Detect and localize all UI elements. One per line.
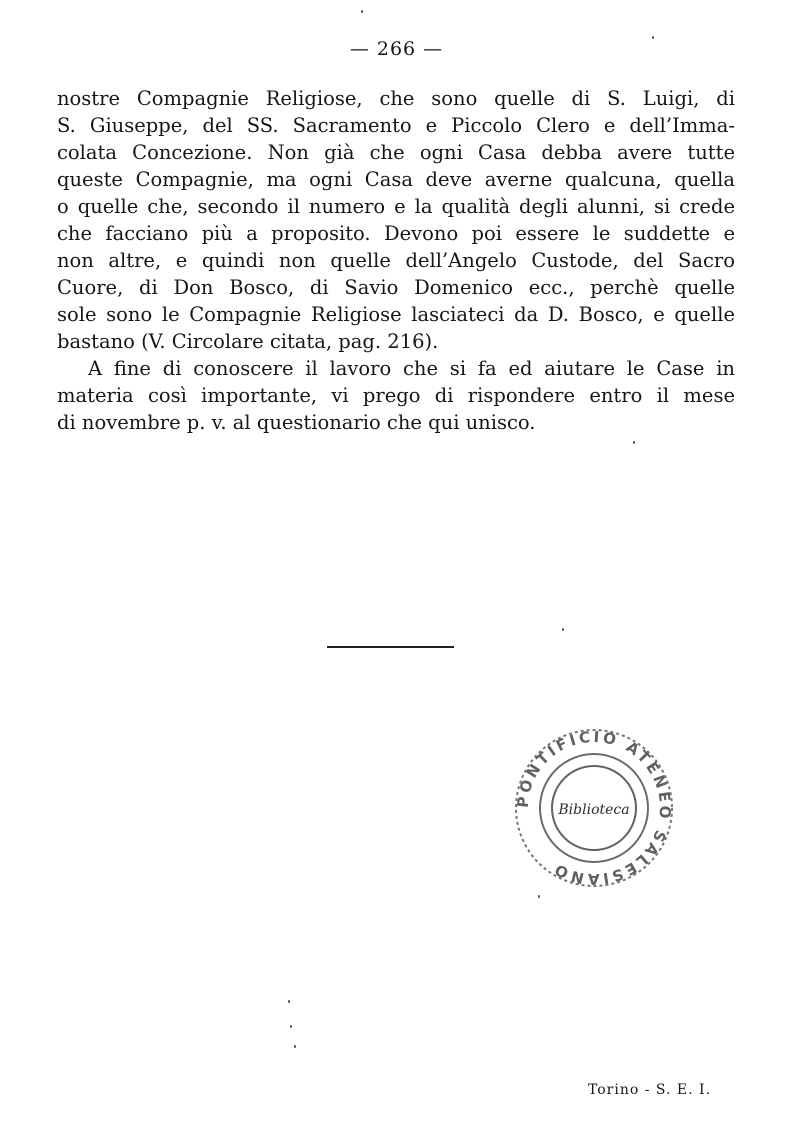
text-line: materia così importante, vi prego di rispondere entro il mese [57,384,735,407]
library-stamp [508,728,680,888]
text-line: non altre, e quindi non quelle dell’Angelo Custode, del Sacro [57,249,735,272]
text-line: o quelle che, secondo il numero e la qualità degli alunni, si crede [57,195,735,218]
printer-imprint: Torino - S. E. I. [588,1082,712,1098]
text-line: A fine di conoscere il lavoro che si fa ed aiutare le Case in [88,357,735,380]
stamp-center-text: Biblioteca [558,802,630,818]
text-line: che facciano più a proposito. Devono poi essere le suddette e [57,222,735,245]
page-number: — 266 — [349,38,444,60]
text-line: bastano (V. Circolare citata, pag. 216). [57,330,439,353]
stamp-outer-text: PONTIFICIO ATENEO SALESIANO [513,728,675,888]
text-line: nostre Compagnie Religiose, che sono quelle di S. Luigi, di [57,87,735,110]
section-divider [327,646,454,648]
text-line: Cuore, di Don Bosco, di Savio Domenico ecc., perchè quelle [57,276,735,299]
text-line: S. Giuseppe, del SS. Sacramento e Piccolo Clero e dell’Imma- [57,114,735,137]
text-line: queste Compagnie, ma ogni Casa deve averne qualcuna, quella [57,168,735,191]
text-line: sole sono le Compagnie Religiose lasciateci da D. Bosco, e quelle [57,303,735,326]
text-line: di novembre p. v. al questionario che qui unisco. [57,411,536,434]
text-line: colata Concezione. Non già che ogni Casa debba avere tutte [57,141,735,164]
